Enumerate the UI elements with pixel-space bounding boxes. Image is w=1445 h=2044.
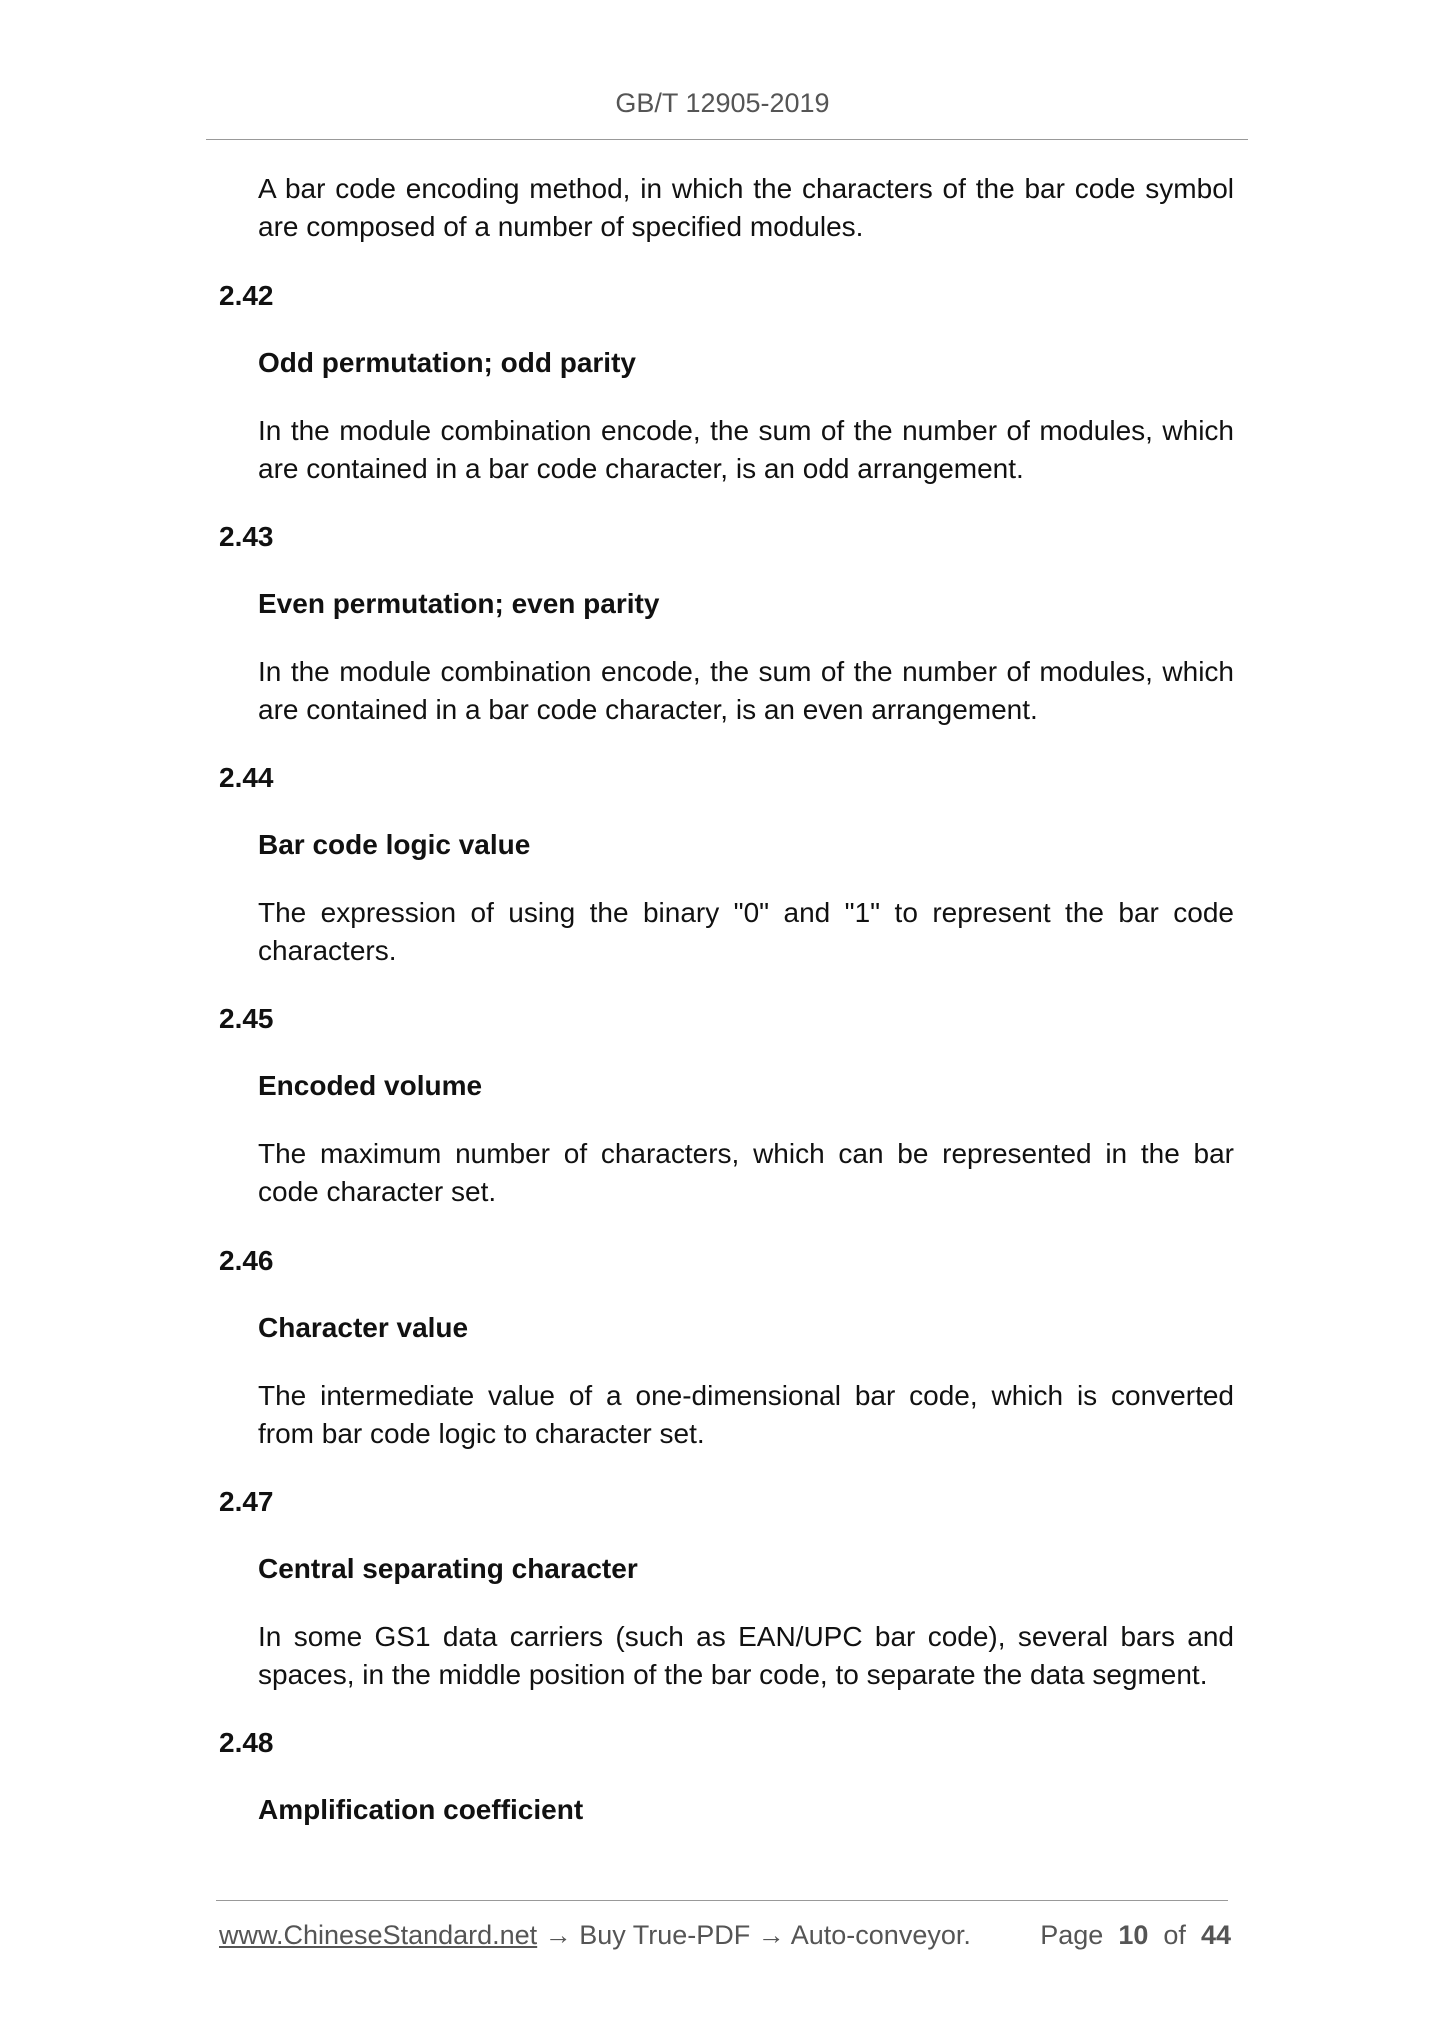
clause-number-2-43: 2.43: [219, 521, 274, 552]
term-2-42: Odd permutation; odd parity: [258, 347, 636, 378]
term-2-47: Central separating character: [258, 1553, 638, 1584]
definition-2-44: The expression of using the binary "0" and "1" to represent the bar code characters.: [258, 897, 1234, 966]
clause-number-2-46: 2.46: [219, 1245, 274, 1276]
page-header-title: GB/T 12905-2019: [615, 88, 830, 118]
definition-2-46: The intermediate value of a one-dimensional bar code, which is converted from bar code logic to character set.: [258, 1380, 1234, 1449]
term-2-44: Bar code logic value: [258, 829, 531, 860]
page-label: Page: [1040, 1920, 1104, 1950]
term-2-46: Character value: [258, 1312, 469, 1343]
definition-2-45: The maximum number of characters, which can be represented in the bar code character set.: [258, 1138, 1234, 1207]
page-of-label: of: [1163, 1920, 1186, 1950]
definition-2-43: In the module combination encode, the sum of the number of modules, which are contained in a bar code character, is an even arrangement.: [258, 656, 1234, 725]
header-divider: [206, 139, 1248, 140]
clause-number-2-47: 2.47: [219, 1486, 274, 1517]
definition-2-47: In some GS1 data carriers (such as EAN/UPC bar code), several bars and spaces, in the middle position of the bar code, to separate the data segment.: [258, 1621, 1234, 1690]
clause-number-2-48: 2.48: [219, 1727, 274, 1758]
clause-number-2-44: 2.44: [219, 762, 274, 793]
page-total: 44: [1200, 1920, 1231, 1950]
page-current: 10: [1118, 1920, 1149, 1950]
definition-2-42: In the module combination encode, the sum of the number of modules, which are contained in a bar code character, is an odd arrangement.: [258, 415, 1234, 484]
term-2-43: Even permutation; even parity: [258, 588, 660, 619]
clause-number-2-42: 2.42: [219, 280, 274, 311]
intro-definition: A bar code encoding method, in which the characters of the bar code symbol are composed of a number of specified modules.: [258, 173, 1234, 242]
website-link[interactable]: www.ChineseStandard.net: [219, 1920, 538, 1950]
term-2-48: Amplification coefficient: [258, 1794, 584, 1825]
term-2-45: Encoded volume: [258, 1070, 483, 1101]
clause-number-2-45: 2.45: [219, 1003, 274, 1034]
page-footer: [219, 1920, 1231, 1951]
footer-divider: [216, 1900, 1228, 1901]
footer-navigation-text: → Buy True-PDF → Auto-conveyor.: [537, 1920, 971, 1950]
page-indicator: [1040, 1920, 1231, 1951]
